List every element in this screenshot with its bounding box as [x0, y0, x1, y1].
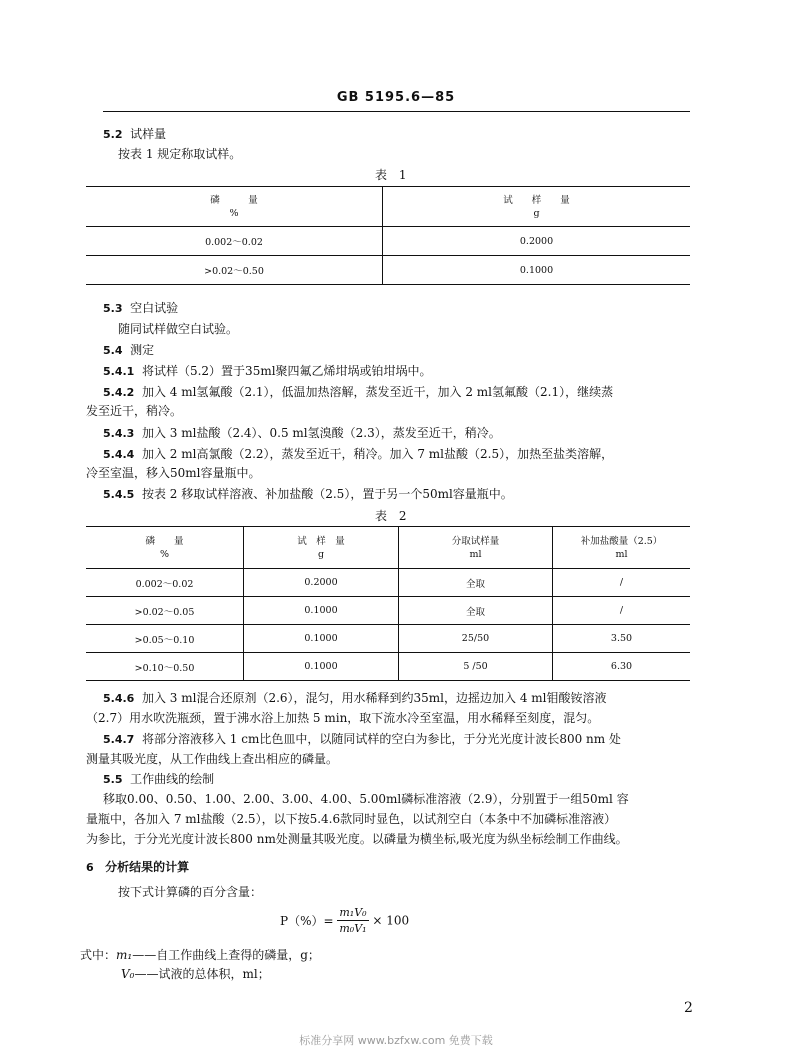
table-2-caption: 表 2: [375, 509, 411, 523]
para-5-4-6-cont: （2.7）用水吹洗瓶颈，置于沸水浴上加热 5 min，取下流水冷至室温，用水稀释至刻度，混匀。: [86, 711, 600, 725]
table-row: >0.02～0.05 0.1000 全取 /: [86, 597, 690, 625]
table-row: >0.05～0.10 0.1000 25/50 3.50: [86, 625, 690, 653]
section-5-3-text: 随同试样做空白试验。: [118, 322, 239, 336]
section-5-3-heading: 5.3 空白试验: [103, 301, 179, 315]
table-row: 0.002～0.02 0.2000 全取 /: [86, 569, 690, 597]
section-5-2-heading: 5.2 试样量: [103, 127, 167, 141]
section-5-5-text: 移取0.00、0.50、1.00、2.00、3.00、4.00、5.00ml磷标准溶液（2.9），分别置于一组50ml 容: [103, 792, 629, 806]
table-1-header-sample-mass: 试 样 量 g: [503, 194, 570, 219]
section-6-text: 按下式计算磷的百分含量：: [118, 885, 263, 899]
para-5-4-3: 5.4.3 加入 3 ml盐酸（2.4）、0.5 ml氢溴酸（2.3），蒸发至近干，稍冷。: [103, 426, 501, 440]
para-5-4-7: 5.4.7 将部分溶液移入 1 cm比色皿中，以随同试样的空白为参比，于分光光度计波长800 nm 处: [103, 732, 621, 746]
para-5-4-4-cont: 冷至室温，移入50ml容量瓶中。: [86, 466, 261, 480]
para-5-4-7-cont: 测量其吸光度，从工作曲线上查出相应的磷量。: [86, 752, 339, 766]
para-5-4-5: 5.4.5 按表 2 移取试样溶液、补加盐酸（2.5），置于另一个50ml容量瓶中。: [103, 487, 513, 501]
section-5-4-heading: 5.4 测定: [103, 343, 155, 357]
para-5-4-6: 5.4.6 加入 3 ml混合还原剂（2.6），混匀，用水稀释到约35ml，边摇边加入 4 ml钼酸铵溶液: [103, 691, 607, 705]
footer-watermark: 标准分享网 www.bzfxw.com 免费下载: [299, 1034, 493, 1047]
section-5-5-text-2: 量瓶中，各加入 7 ml盐酸（2.5），以下按5.4.6款同时显色，以试剂空白（本条中不加磷标准溶液）: [86, 812, 617, 826]
section-5-5-heading: 5.5 工作曲线的绘制: [103, 772, 215, 786]
table-2-header-phosphorus: 磷 量 %: [86, 527, 244, 569]
table-2-header-sample-mass: 试 样 量 g: [244, 527, 399, 569]
table-row: 0.002～0.02 0.2000: [86, 227, 690, 256]
formula: P（%）= $\frac{\text{m₁V₀}}{\text{m₀V₁}}$ × 100: [280, 906, 410, 935]
table-1-caption: 表 1: [375, 168, 411, 182]
where-item-2: V₀——试液的总体积，ml；: [121, 967, 270, 981]
table-2-header-added-hcl: 补加盐酸量（2.5） ml: [580, 535, 663, 560]
table-2-header-aliquot: 分取试样量 ml: [399, 527, 553, 569]
table-row: >0.10～0.50 0.1000 5 /50 6.30: [86, 653, 690, 681]
para-5-4-1: 5.4.1 将试样（5.2）置于35ml聚四氟乙烯坩埚或铂坩埚中。: [103, 364, 432, 378]
para-5-4-4: 5.4.4 加入 2 ml高氯酸（2.2），蒸发至近干，稍冷。加入 7 ml盐酸（2.5），加热至盐类溶解，: [103, 447, 614, 461]
section-5-2-text: 按表 1 规定称取试样。: [118, 147, 242, 161]
where-item-1: 式中：m₁——自工作曲线上查得的磷量，g；: [80, 948, 320, 962]
table-1-header-phosphorus: 磷 量 %: [86, 187, 383, 227]
para-5-4-2: 5.4.2 加入 4 ml氢氟酸（2.1），低温加热溶解，蒸发至近干，加入 2 ml氢氟酸（2.1），继续蒸: [103, 385, 614, 399]
section-5-5-text-3: 为参比，于分光光度计波长800 nm处测量其吸光度。以磷量为横坐标,吸光度为纵坐标绘制工作曲线。: [86, 832, 628, 846]
page-number: 2: [684, 1000, 693, 1016]
table-1: [86, 186, 690, 285]
para-5-4-2-cont: 发至近干，稍冷。: [86, 404, 183, 418]
section-6-heading: 6 分析结果的计算: [86, 860, 190, 874]
formula-fraction: $\frac{\text{m₁V₀}}{\text{m₀V₁}}$: [339, 906, 367, 935]
table-2: [86, 526, 690, 681]
header-rule: [103, 111, 690, 112]
table-row: >0.02～0.50 0.1000: [86, 256, 690, 285]
document-code-header: GB 5195.6—85: [336, 90, 456, 105]
